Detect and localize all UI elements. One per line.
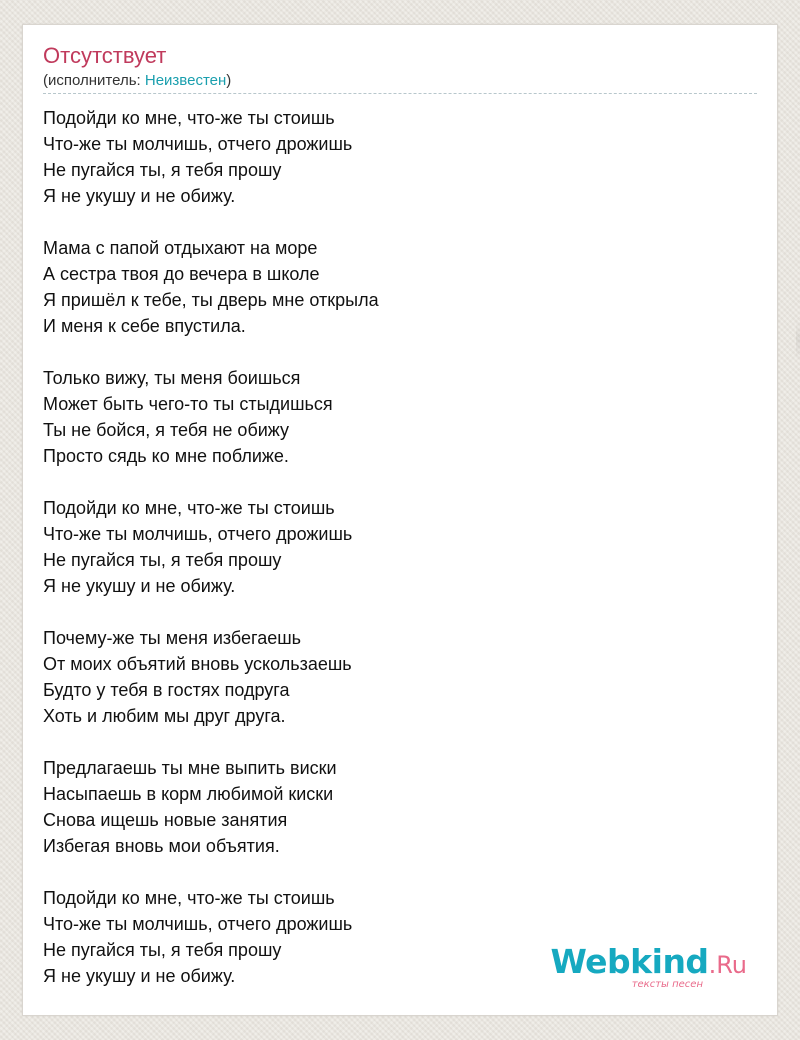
lyric-line: Будто у тебя в гостях подруга — [43, 680, 290, 700]
lyric-line: Не пугайся ты, я тебя прошу — [43, 160, 282, 180]
stanza — [43, 235, 743, 339]
lyric-line: Что-же ты молчишь, отчего дрожишь — [43, 914, 353, 934]
lyric-line: Что-же ты молчишь, отчего дрожишь — [43, 134, 353, 154]
lyric-line: Ты не бойся, я тебя не обижу — [43, 420, 290, 440]
lyric-line: Не пугайся ты, я тебя прошу — [43, 550, 282, 570]
webkind-logo[interactable] — [547, 943, 747, 993]
title-divider — [43, 93, 757, 94]
lyrics-text — [43, 105, 743, 1015]
lyric-line: Я не укушу и не обижу. — [43, 966, 236, 986]
lyric-line: Предлагаешь ты мне выпить виски — [43, 758, 337, 778]
lyric-line: Хоть и любим мы друг друга. — [43, 706, 286, 726]
logo-tld: .Ru — [708, 951, 747, 979]
lyric-line: И меня к себе впустила. — [43, 316, 246, 336]
logo-name: Webkind — [550, 942, 709, 981]
lyric-line: Просто сядь ко мне поближе. — [43, 446, 289, 466]
song-title: Отсутствует — [43, 43, 167, 68]
lyrics-card — [22, 24, 778, 1016]
stanza — [43, 105, 743, 209]
lyric-line: Что-же ты молчишь, отчего дрожишь — [43, 524, 353, 544]
logo-wordmark — [550, 943, 747, 984]
lyric-line: Только вижу, ты меня боишься — [43, 368, 301, 388]
logo-tagline: тексты песен — [631, 979, 703, 990]
stanza — [43, 625, 743, 729]
page-edge-shadow — [796, 320, 800, 360]
lyric-line: Не пугайся ты, я тебя прошу — [43, 940, 282, 960]
lyric-line: Снова ищешь новые занятия — [43, 810, 288, 830]
lyric-line: Почему-же ты меня избегаешь — [43, 628, 302, 648]
lyric-line: Я не укушу и не обижу. — [43, 186, 236, 206]
lyric-line: А сестра твоя до вечера в школе — [43, 264, 320, 284]
lyric-line: Подойди ко мне, что-же ты стоишь — [43, 108, 335, 128]
stanza — [43, 495, 743, 599]
lyric-line: Подойди ко мне, что-же ты стоишь — [43, 888, 335, 908]
lyric-line: Может быть чего-то ты стыдишься — [43, 394, 333, 414]
artist-suffix: ) — [226, 72, 232, 89]
lyric-line: Насыпаешь в корм любимой киски — [43, 784, 334, 804]
artist-line — [43, 72, 231, 90]
artist-link[interactable]: Неизвестен — [144, 72, 227, 89]
lyric-line: Мама с папой отдыхают на море — [43, 238, 318, 258]
artist-prefix: (исполнитель: — [43, 72, 145, 89]
lyric-line: От моих объятий вновь ускользаешь — [43, 654, 352, 674]
lyric-line: Я не укушу и не обижу. — [43, 576, 236, 596]
lyric-line: Подойди ко мне, что-же ты стоишь — [43, 498, 335, 518]
stanza — [43, 755, 743, 859]
stanza — [43, 365, 743, 469]
lyric-line: Избегая вновь мои объятия. — [43, 836, 280, 856]
lyric-line: Я пришёл к тебе, ты дверь мне открыла — [43, 290, 379, 310]
